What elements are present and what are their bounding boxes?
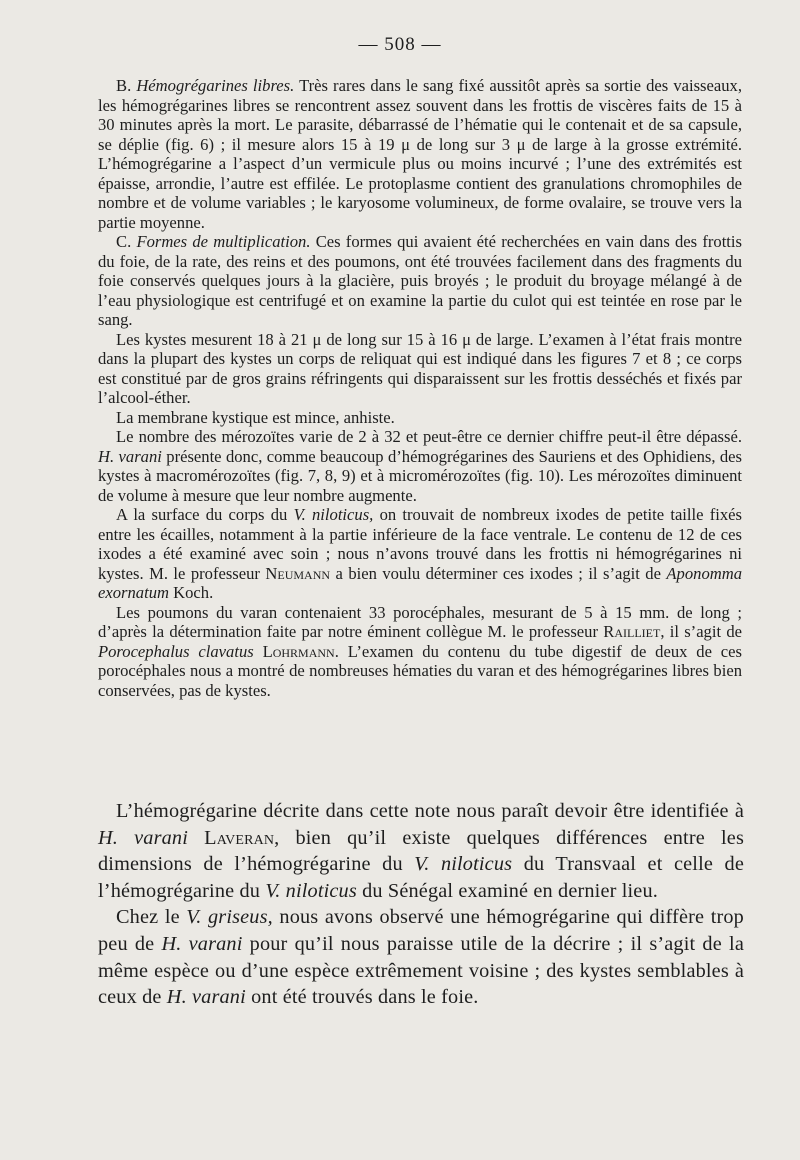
host-name: V. niloticus xyxy=(265,879,357,902)
page-number: — 508 — xyxy=(358,34,442,55)
body-text-small xyxy=(98,76,742,700)
author-name: Railliet xyxy=(603,622,661,641)
paragraph-merozoites: Le nombre des mérozoïtes varie de 2 à 32 et peut-être ce dernier chiffre peut-il être dépassé. H. varani présente donc, comme beaucoup d’hémogrégarines des Sauriens et des Ophidiens, des kystes à macromérozoïtes (fig. 7, 8, 9) et à micromérozoïtes (fig. 10). Les mérozoïtes diminuent de volume à mesure que leur nombre augmente. xyxy=(98,427,742,505)
host-name: V. griseus, xyxy=(186,906,273,929)
paragraph-c xyxy=(98,232,742,330)
section-text: Ces formes qui avaient été recherchées en vain dans des frottis du foie, de la rate, des reins et des poumons, ont été trouvées facilement dans des fragments du foie conservés quelques jours à la glacière, puis broyés ; le produit du broyage mélangé à de l’eau physiologique est centrifugé et on examine la partie du culot qui est teintée en rose par le sang. xyxy=(98,232,742,329)
section-text: Très rares dans le sang fixé aussitôt après sa sortie des vaisseaux, les hémogrégarines libres se rencontrent assez souvent dans les frottis de viscères faits de 15 à 30 minutes après la mort. Le parasite, débarrassé de l’hématie qui le contenait et de sa capsule, se déplie (fig. 6) ; il mesure alors 15 à 19 μ de long sur 3 μ de large à la grosse extrémité. L’hémogrégarine a l’aspect d’un vermicule plus ou moins incurvé ; l’une des extrémités est épaisse, arrondie, l’autre est effilée. Le protoplasme contient des granulations chromophiles de nombre et de volume variables ; le karyosome volumineux, de forme ovalaire, se trouve vers la partie moyenne. xyxy=(98,76,742,232)
species-name: H. varani xyxy=(98,446,162,466)
author-name: Lohrmann xyxy=(262,641,335,661)
paragraph-poumons: Les poumons du varan contenaient 33 porocéphales, mesurant de 5 à 15 mm. de long ; d’après la détermination faite par notre éminent collègue M. le professeur Railliet, il s’agit de Porocephalus clavatus Lohrmann. L’examen du contenu du tube digestif de deux de ces porocéphales nous a montré de nombreuses hématies du varan et des hémogrégarines libres bien conservées, pas de kystes. xyxy=(98,602,742,700)
species-name: H. varani xyxy=(98,826,189,849)
paragraph-b xyxy=(98,76,742,232)
section-label: C. xyxy=(116,232,132,251)
body-text-large xyxy=(98,798,744,1011)
paragraph-ixodes: A la surface du corps du V. niloticus, on trouvait de nombreux ixodes de petite taille fixés entre les écailles, notamment à la partie inférieure de la face ventrale. Le contenu de 12 de ces ixodes a été examiné avec soin ; nous n’avons trouvé dans les frottis ni hémogrégarines ni kystes. M. le professeur Neumann a bien voulu déterminer ces ixodes ; il s’agit de Aponomma exornatum Koch. xyxy=(98,505,743,602)
paragraph-conclusion-2: Chez le V. griseus, nous avons observé une hémogrégarine qui diffère trop peu de H. varani pour qu’il nous paraisse utile de la décrire ; il s’agit de la même espèce ou d’une espèce extrêmement voisine ; des kystes semblables à ceux de H. varani ont été trouvés dans le foie. xyxy=(98,906,744,1009)
species-name: H. varani xyxy=(161,932,243,955)
paragraph-conclusion-1: L’hémogrégarine décrite dans cette note nous paraît devoir être identifiée à H. varani Laveran, bien qu’il existe quelques différences entre les dimensions de l’hémogrégarine du V. niloticus du Transvaal et celle de l’hémogrégarine du V. niloticus du Sénégal examiné en dernier lieu. xyxy=(98,800,744,902)
paragraph-kystes: Les kystes mesurent 18 à 21 μ de long sur 15 à 16 μ de large. L’examen à l’état frais montre dans la plupart des kystes un corps de reliquat qui est indiqué dans les figures 7 et 8 ; ce corps est constitué par de gros grains réfringents qui disparaissent sur les frottis desséchés et fixés par l’alcool-éther. xyxy=(98,329,742,407)
host-name: V. niloticus, xyxy=(293,505,374,524)
paragraph-membrane: La membrane kystique est mince, anhiste. xyxy=(116,407,395,427)
species-name: Aponomma exornatum xyxy=(98,563,743,602)
section-label: B. xyxy=(116,76,132,95)
species-name: H. varani xyxy=(166,986,246,1009)
host-name: V. niloticus xyxy=(414,853,513,876)
author-name: Neumann xyxy=(265,563,331,583)
section-heading: Hémogrégarines libres. xyxy=(136,76,295,95)
species-name: Porocephalus clavatus xyxy=(98,641,254,661)
author-name: Laveran xyxy=(204,826,275,849)
section-heading: Formes de multiplication. xyxy=(136,232,311,251)
